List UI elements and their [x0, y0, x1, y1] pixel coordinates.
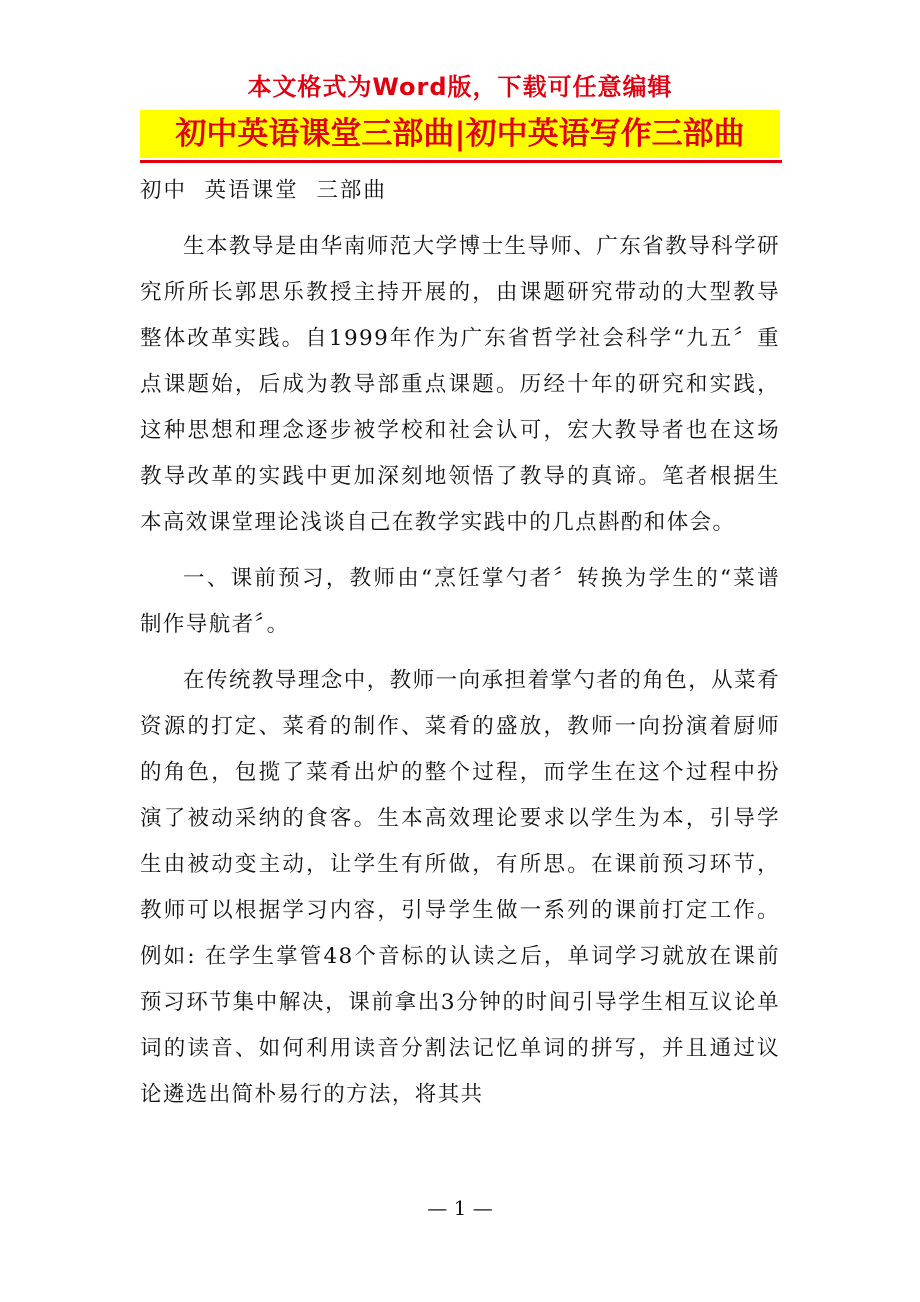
document-subtitle: 初中 英语课堂 三部曲 — [140, 178, 387, 203]
paragraph-section-heading: 一、课前预习，教师由“烹饪掌勺者〞转换为学生的“菜谱制作导航者〞。 — [140, 566, 780, 637]
format-notice: 本文格式为Word版，下载可任意编辑 — [247, 73, 673, 101]
document-body — [140, 168, 780, 1128]
title-underline — [140, 160, 782, 163]
page-number: — 1 — — [427, 1196, 493, 1220]
paragraph-traditional-teaching: 在传统教导理念中，教师一向承担着掌勺者的角色，从菜肴资源的打定、菜肴的制作、菜肴的盛放，教师一向扮演着厨师的角色，包揽了菜肴出炉的整个过程，而学生在这个过程中扮演了被动采纳的食客。生本高效理论要求以学生为本，引导学生由被动变主动，让学生有所做，有所思。在课前预习环节，教师可以根据学习内容，引导学生做一系列的课前打定工作。例如: 在学生掌管48个音标的认读之后，单词学习就放在课前预习环节集中解决，课前拿出3分钟的时间引导学生相互议论单词的读音、如何利用读音分割法记忆单词的拼写，并且通过议论遴选出简朴易行的方法，将其共 — [140, 668, 780, 1107]
document-title: 初中英语课堂三部曲|初中英语写作三部曲 — [175, 116, 745, 152]
paragraph-intro: 生本教导是由华南师范大学博士生导师、广东省教导科学研究所所长郭思乐教授主持开展的，由课题研究带动的大型教导整体改革实践。自1999年作为广东省哲学社会科学“九五〞重点课题始，后成为教导部重点课题。历经十年的研究和实践，这种思想和理念逐步被学校和社会认可，宏大教导者也在这场教导改革的实践中更加深刻地领悟了教导的真谛。笔者根据生本高效课堂理论浅谈自己在教学实践中的几点斟酌和体会。 — [140, 234, 780, 535]
